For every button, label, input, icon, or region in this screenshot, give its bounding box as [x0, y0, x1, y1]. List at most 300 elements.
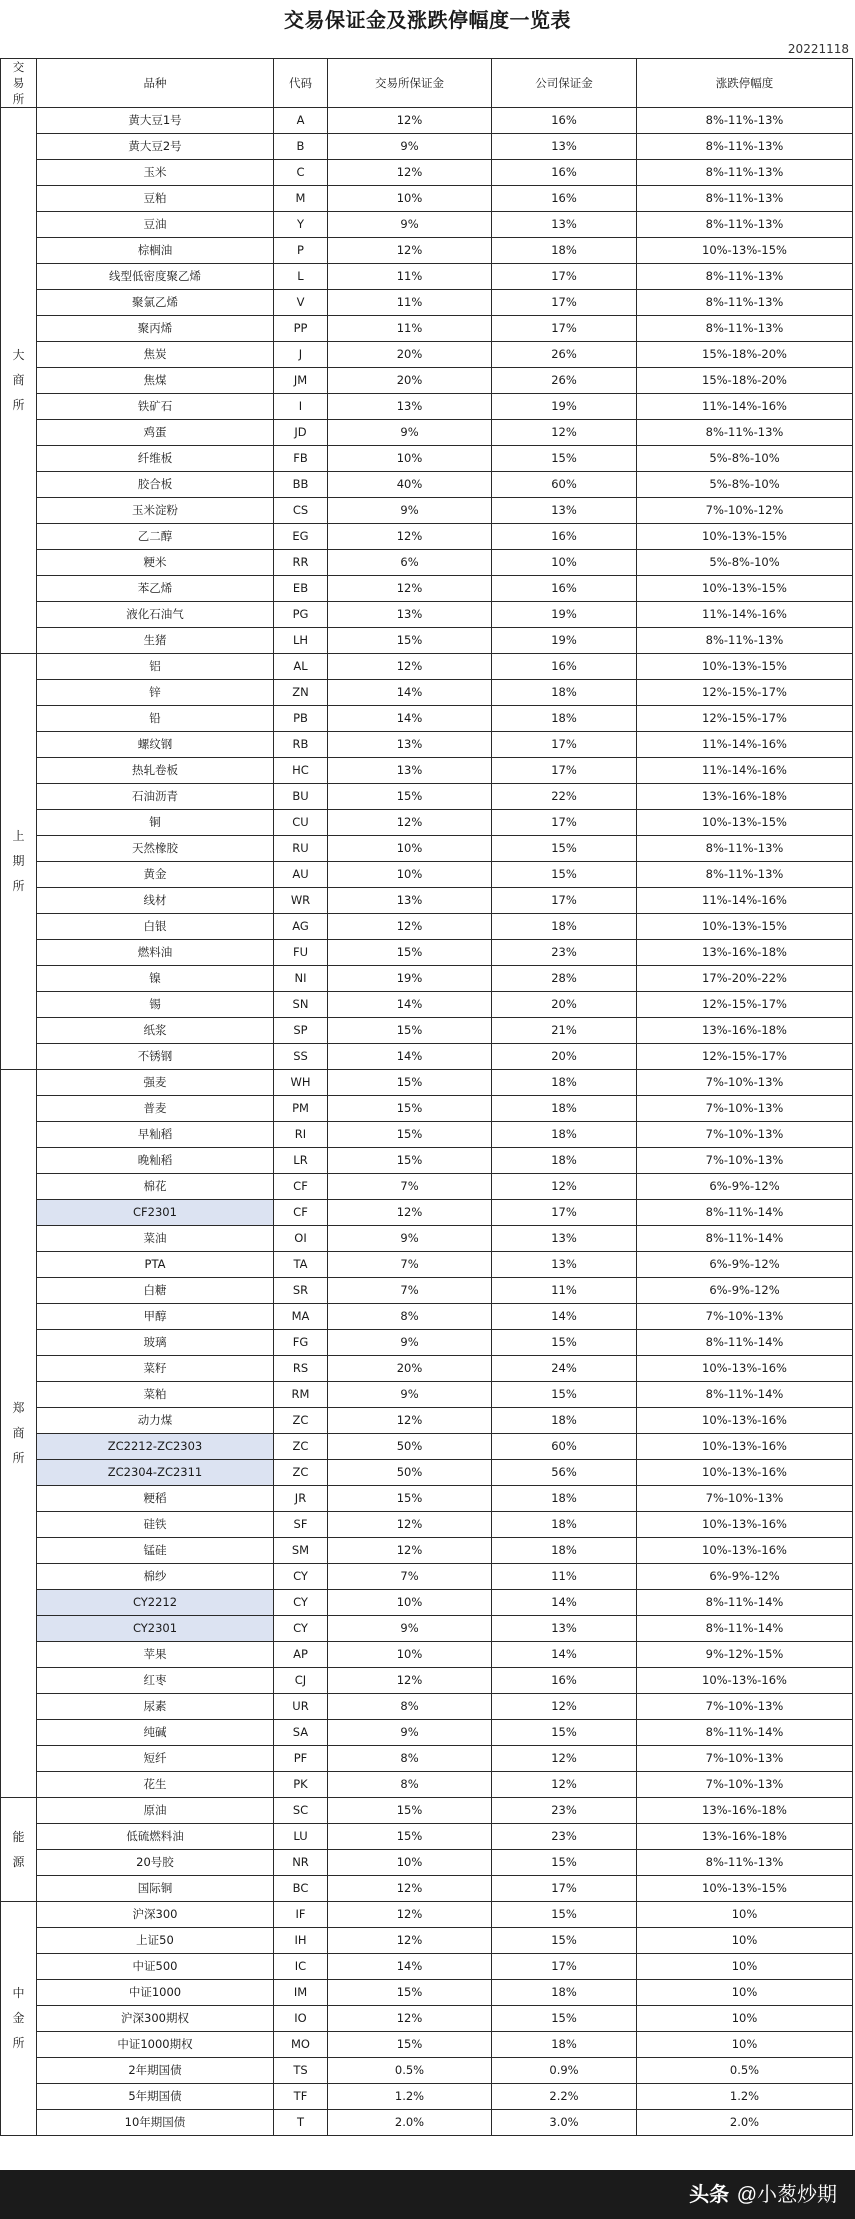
name-cell: ZC2304-ZC2311 — [37, 1460, 274, 1486]
name-cell: 黄金 — [37, 862, 274, 888]
exchange-margin-cell: 7% — [328, 1252, 492, 1278]
name-cell: 纤维板 — [37, 446, 274, 472]
code-cell: PP — [274, 316, 328, 342]
code-cell: IM — [274, 1980, 328, 2006]
code-cell: L — [274, 264, 328, 290]
code-cell: ZC — [274, 1460, 328, 1486]
name-cell: 上证50 — [37, 1928, 274, 1954]
name-cell: 铜 — [37, 810, 274, 836]
company-margin-cell: 18% — [492, 680, 637, 706]
limit-cell: 8%-11%-14% — [637, 1720, 853, 1746]
limit-cell: 7%-10%-13% — [637, 1746, 853, 1772]
code-cell: IF — [274, 1902, 328, 1928]
code-cell: SP — [274, 1018, 328, 1044]
table-row — [1, 1772, 853, 1798]
company-margin-cell: 18% — [492, 1486, 637, 1512]
limit-cell: 5%-8%-10% — [637, 550, 853, 576]
exchange-margin-cell: 8% — [328, 1772, 492, 1798]
exchange-margin-cell: 15% — [328, 940, 492, 966]
limit-cell: 8%-11%-14% — [637, 1200, 853, 1226]
company-margin-cell: 13% — [492, 1226, 637, 1252]
table-row — [1, 1460, 853, 1486]
company-margin-cell: 17% — [492, 1876, 637, 1902]
code-cell: SR — [274, 1278, 328, 1304]
company-margin-cell: 15% — [492, 1928, 637, 1954]
company-margin-cell: 13% — [492, 212, 637, 238]
exchange-margin-cell: 14% — [328, 680, 492, 706]
exchange-margin-cell: 12% — [328, 1928, 492, 1954]
company-margin-cell: 17% — [492, 316, 637, 342]
name-cell: 原油 — [37, 1798, 274, 1824]
limit-cell: 9%-12%-15% — [637, 1642, 853, 1668]
name-cell: 强麦 — [37, 1070, 274, 1096]
exchange-margin-cell: 2.0% — [328, 2110, 492, 2136]
table-row — [1, 1954, 853, 1980]
code-cell: AL — [274, 654, 328, 680]
table-row — [1, 290, 853, 316]
exchange-margin-cell: 10% — [328, 862, 492, 888]
exchange-margin-cell: 13% — [328, 888, 492, 914]
code-cell: CJ — [274, 1668, 328, 1694]
name-cell: 甲醇 — [37, 1304, 274, 1330]
name-cell: 聚丙烯 — [37, 316, 274, 342]
name-cell: 硅铁 — [37, 1512, 274, 1538]
name-cell: 螺纹钢 — [37, 732, 274, 758]
name-cell: 20号胶 — [37, 1850, 274, 1876]
table-row — [1, 1538, 853, 1564]
table-row — [1, 368, 853, 394]
exchange-margin-cell: 19% — [328, 966, 492, 992]
name-cell: 热轧卷板 — [37, 758, 274, 784]
company-margin-cell: 24% — [492, 1356, 637, 1382]
limit-cell: 7%-10%-13% — [637, 1694, 853, 1720]
code-cell: IC — [274, 1954, 328, 1980]
name-cell: 白银 — [37, 914, 274, 940]
company-margin-cell: 22% — [492, 784, 637, 810]
company-margin-cell: 18% — [492, 706, 637, 732]
table-row — [1, 1512, 853, 1538]
table-row — [1, 1928, 853, 1954]
table-row — [1, 394, 853, 420]
name-cell: 尿素 — [37, 1694, 274, 1720]
table-row — [1, 1850, 853, 1876]
limit-cell: 10% — [637, 1954, 853, 1980]
table-row — [1, 1902, 853, 1928]
exchange-margin-cell: 14% — [328, 1954, 492, 1980]
table-row — [1, 446, 853, 472]
limit-cell: 10%-13%-15% — [637, 524, 853, 550]
company-margin-cell: 16% — [492, 108, 637, 134]
company-margin-cell: 18% — [492, 1512, 637, 1538]
company-margin-cell: 18% — [492, 1980, 637, 2006]
code-cell: TF — [274, 2084, 328, 2110]
code-cell: PG — [274, 602, 328, 628]
company-margin-cell: 19% — [492, 628, 637, 654]
code-cell: AP — [274, 1642, 328, 1668]
limit-cell: 12%-15%-17% — [637, 706, 853, 732]
table-row — [1, 2032, 853, 2058]
table-row — [1, 108, 853, 134]
exchange-cell: 上期所 — [1, 654, 37, 1070]
name-cell: 苹果 — [37, 1642, 274, 1668]
code-cell: PB — [274, 706, 328, 732]
exchange-margin-cell: 40% — [328, 472, 492, 498]
name-cell: 玉米淀粉 — [37, 498, 274, 524]
limit-cell: 8%-11%-13% — [637, 316, 853, 342]
table-row — [1, 212, 853, 238]
name-cell: 菜油 — [37, 1226, 274, 1252]
exchange-margin-cell: 1.2% — [328, 2084, 492, 2110]
company-margin-cell: 15% — [492, 1850, 637, 1876]
exchange-margin-cell: 15% — [328, 1070, 492, 1096]
table-row — [1, 1070, 853, 1096]
limit-cell: 10% — [637, 1902, 853, 1928]
company-margin-cell: 10% — [492, 550, 637, 576]
table-row — [1, 784, 853, 810]
code-cell: PF — [274, 1746, 328, 1772]
limit-cell: 11%-14%-16% — [637, 602, 853, 628]
table-row — [1, 628, 853, 654]
limit-cell: 15%-18%-20% — [637, 342, 853, 368]
company-margin-cell: 18% — [492, 1070, 637, 1096]
exchange-margin-cell: 12% — [328, 1876, 492, 1902]
table-row — [1, 1330, 853, 1356]
company-margin-cell: 14% — [492, 1590, 637, 1616]
code-cell: PM — [274, 1096, 328, 1122]
table-row — [1, 498, 853, 524]
table-row — [1, 758, 853, 784]
header-limit: 涨跌停幅度 — [637, 59, 853, 108]
name-cell: 线材 — [37, 888, 274, 914]
table-row — [1, 1798, 853, 1824]
company-margin-cell: 11% — [492, 1278, 637, 1304]
exchange-cell: 中金所 — [1, 1902, 37, 2136]
table-row — [1, 992, 853, 1018]
table-row — [1, 160, 853, 186]
limit-cell: 10% — [637, 2006, 853, 2032]
exchange-cell: 能源 — [1, 1798, 37, 1902]
limit-cell: 6%-9%-12% — [637, 1564, 853, 1590]
company-margin-cell: 19% — [492, 602, 637, 628]
exchange-margin-cell: 15% — [328, 2032, 492, 2058]
watermark — [689, 2183, 837, 2207]
limit-cell: 13%-16%-18% — [637, 940, 853, 966]
table-header-row — [1, 59, 853, 108]
company-margin-cell: 16% — [492, 524, 637, 550]
code-cell: FU — [274, 940, 328, 966]
table-row — [1, 472, 853, 498]
company-margin-cell: 28% — [492, 966, 637, 992]
company-margin-cell: 17% — [492, 758, 637, 784]
code-cell: PK — [274, 1772, 328, 1798]
limit-cell: 10%-13%-15% — [637, 914, 853, 940]
limit-cell: 7%-10%-13% — [637, 1772, 853, 1798]
limit-cell: 12%-15%-17% — [637, 1044, 853, 1070]
exchange-margin-cell: 14% — [328, 706, 492, 732]
header-name: 品种 — [37, 59, 274, 108]
name-cell: 不锈钢 — [37, 1044, 274, 1070]
code-cell: CY — [274, 1616, 328, 1642]
name-cell: 国际铜 — [37, 1876, 274, 1902]
code-cell: LH — [274, 628, 328, 654]
table-row — [1, 2058, 853, 2084]
code-cell: SN — [274, 992, 328, 1018]
company-margin-cell: 21% — [492, 1018, 637, 1044]
company-margin-cell: 15% — [492, 836, 637, 862]
name-cell: 中证1000期权 — [37, 2032, 274, 2058]
exchange-margin-cell: 12% — [328, 914, 492, 940]
limit-cell: 10%-13%-16% — [637, 1460, 853, 1486]
company-margin-cell: 23% — [492, 940, 637, 966]
table-row — [1, 1720, 853, 1746]
table-row — [1, 1564, 853, 1590]
exchange-margin-cell: 12% — [328, 1512, 492, 1538]
name-cell: 红枣 — [37, 1668, 274, 1694]
company-margin-cell: 15% — [492, 1330, 637, 1356]
company-margin-cell: 15% — [492, 2006, 637, 2032]
code-cell: SC — [274, 1798, 328, 1824]
name-cell: 燃料油 — [37, 940, 274, 966]
limit-cell: 0.5% — [637, 2058, 853, 2084]
exchange-margin-cell: 0.5% — [328, 2058, 492, 2084]
company-margin-cell: 18% — [492, 1538, 637, 1564]
name-cell: 玻璃 — [37, 1330, 274, 1356]
table-row — [1, 966, 853, 992]
limit-cell: 6%-9%-12% — [637, 1278, 853, 1304]
company-margin-cell: 17% — [492, 1200, 637, 1226]
table-row — [1, 1148, 853, 1174]
name-cell: 线型低密度聚乙烯 — [37, 264, 274, 290]
limit-cell: 8%-11%-13% — [637, 628, 853, 654]
code-cell: SS — [274, 1044, 328, 1070]
limit-cell: 10%-13%-15% — [637, 238, 853, 264]
table-row — [1, 1278, 853, 1304]
company-margin-cell: 56% — [492, 1460, 637, 1486]
company-margin-cell: 17% — [492, 810, 637, 836]
company-margin-cell: 16% — [492, 160, 637, 186]
company-margin-cell: 14% — [492, 1642, 637, 1668]
code-cell: CY — [274, 1564, 328, 1590]
name-cell: 10年期国债 — [37, 2110, 274, 2136]
name-cell: 中证500 — [37, 1954, 274, 1980]
company-margin-cell: 18% — [492, 1096, 637, 1122]
limit-cell: 8%-11%-13% — [637, 290, 853, 316]
exchange-margin-cell: 50% — [328, 1460, 492, 1486]
exchange-margin-cell: 10% — [328, 186, 492, 212]
table-row — [1, 1824, 853, 1850]
table-row — [1, 2006, 853, 2032]
table-row — [1, 1486, 853, 1512]
limit-cell: 17%-20%-22% — [637, 966, 853, 992]
name-cell: 锌 — [37, 680, 274, 706]
exchange-margin-cell: 6% — [328, 550, 492, 576]
code-cell: RU — [274, 836, 328, 862]
code-cell: EG — [274, 524, 328, 550]
table-row — [1, 732, 853, 758]
name-cell: 菜粕 — [37, 1382, 274, 1408]
table-row — [1, 862, 853, 888]
exchange-margin-cell: 12% — [328, 1538, 492, 1564]
name-cell: 玉米 — [37, 160, 274, 186]
name-cell: 苯乙烯 — [37, 576, 274, 602]
limit-cell: 11%-14%-16% — [637, 394, 853, 420]
code-cell: TA — [274, 1252, 328, 1278]
limit-cell: 8%-11%-14% — [637, 1226, 853, 1252]
table-row — [1, 1044, 853, 1070]
exchange-margin-cell: 12% — [328, 160, 492, 186]
limit-cell: 8%-11%-14% — [637, 1590, 853, 1616]
name-cell: 纯碱 — [37, 1720, 274, 1746]
name-cell: 2年期国债 — [37, 2058, 274, 2084]
name-cell: ZC2212-ZC2303 — [37, 1434, 274, 1460]
code-cell: FG — [274, 1330, 328, 1356]
company-margin-cell: 15% — [492, 1382, 637, 1408]
table-row — [1, 654, 853, 680]
name-cell: 低硫燃料油 — [37, 1824, 274, 1850]
table-row — [1, 524, 853, 550]
name-cell: 铅 — [37, 706, 274, 732]
limit-cell: 8%-11%-14% — [637, 1382, 853, 1408]
account-name: @小葱炒期 — [736, 2184, 837, 2206]
exchange-margin-cell: 12% — [328, 2006, 492, 2032]
table-row — [1, 2110, 853, 2136]
name-cell: 石油沥青 — [37, 784, 274, 810]
exchange-margin-cell: 15% — [328, 1122, 492, 1148]
code-cell: SF — [274, 1512, 328, 1538]
header-exchange: 交易所 — [1, 59, 37, 108]
exchange-margin-cell: 10% — [328, 446, 492, 472]
company-margin-cell: 11% — [492, 1564, 637, 1590]
name-cell: 中证1000 — [37, 1980, 274, 2006]
company-margin-cell: 17% — [492, 264, 637, 290]
limit-cell: 13%-16%-18% — [637, 1018, 853, 1044]
company-margin-cell: 20% — [492, 992, 637, 1018]
name-cell: 粳米 — [37, 550, 274, 576]
table-row — [1, 238, 853, 264]
exchange-margin-cell: 14% — [328, 1044, 492, 1070]
code-cell: MO — [274, 2032, 328, 2058]
code-cell: MA — [274, 1304, 328, 1330]
code-cell: ZC — [274, 1434, 328, 1460]
exchange-margin-cell: 15% — [328, 628, 492, 654]
table-row — [1, 1382, 853, 1408]
company-margin-cell: 16% — [492, 576, 637, 602]
table-body — [1, 108, 853, 2136]
exchange-margin-cell: 12% — [328, 654, 492, 680]
name-cell: PTA — [37, 1252, 274, 1278]
exchange-margin-cell: 15% — [328, 1148, 492, 1174]
exchange-margin-cell: 12% — [328, 810, 492, 836]
table-row — [1, 420, 853, 446]
name-cell: 焦炭 — [37, 342, 274, 368]
code-cell: CF — [274, 1200, 328, 1226]
exchange-margin-cell: 7% — [328, 1278, 492, 1304]
company-margin-cell: 15% — [492, 446, 637, 472]
name-cell: 棉纱 — [37, 1564, 274, 1590]
exchange-margin-cell: 12% — [328, 238, 492, 264]
company-margin-cell: 18% — [492, 1408, 637, 1434]
code-cell: B — [274, 134, 328, 160]
name-cell: 棕榈油 — [37, 238, 274, 264]
code-cell: BB — [274, 472, 328, 498]
limit-cell: 7%-10%-13% — [637, 1122, 853, 1148]
limit-cell: 15%-18%-20% — [637, 368, 853, 394]
exchange-margin-cell: 10% — [328, 1642, 492, 1668]
name-cell: 镍 — [37, 966, 274, 992]
table-row — [1, 264, 853, 290]
code-cell: BC — [274, 1876, 328, 1902]
exchange-margin-cell: 10% — [328, 836, 492, 862]
table-row — [1, 1226, 853, 1252]
code-cell: Y — [274, 212, 328, 238]
limit-cell: 7%-10%-13% — [637, 1070, 853, 1096]
exchange-margin-cell: 12% — [328, 1408, 492, 1434]
exchange-margin-cell: 9% — [328, 1330, 492, 1356]
exchange-margin-cell: 15% — [328, 1980, 492, 2006]
limit-cell: 12%-15%-17% — [637, 992, 853, 1018]
company-margin-cell: 12% — [492, 1694, 637, 1720]
table-row — [1, 1642, 853, 1668]
name-cell: 生猪 — [37, 628, 274, 654]
company-margin-cell: 13% — [492, 1616, 637, 1642]
exchange-margin-cell: 12% — [328, 1902, 492, 1928]
limit-cell: 1.2% — [637, 2084, 853, 2110]
name-cell: 鸡蛋 — [37, 420, 274, 446]
table-row — [1, 810, 853, 836]
company-margin-cell: 15% — [492, 1720, 637, 1746]
code-cell: ZN — [274, 680, 328, 706]
name-cell: 黄大豆1号 — [37, 108, 274, 134]
header-code: 代码 — [274, 59, 328, 108]
exchange-margin-cell: 7% — [328, 1564, 492, 1590]
code-cell: SM — [274, 1538, 328, 1564]
code-cell: BU — [274, 784, 328, 810]
report-date: 20221118 — [787, 42, 849, 56]
table-row — [1, 134, 853, 160]
exchange-margin-cell: 13% — [328, 758, 492, 784]
code-cell: JR — [274, 1486, 328, 1512]
exchange-margin-cell: 20% — [328, 342, 492, 368]
company-margin-cell: 17% — [492, 732, 637, 758]
name-cell: 铝 — [37, 654, 274, 680]
table-row — [1, 1174, 853, 1200]
code-cell: CF — [274, 1174, 328, 1200]
code-cell: V — [274, 290, 328, 316]
code-cell: WR — [274, 888, 328, 914]
limit-cell: 8%-11%-13% — [637, 186, 853, 212]
limit-cell: 10% — [637, 1980, 853, 2006]
limit-cell: 10%-13%-16% — [637, 1512, 853, 1538]
company-margin-cell: 18% — [492, 238, 637, 264]
code-cell: RB — [274, 732, 328, 758]
company-margin-cell: 18% — [492, 1122, 637, 1148]
limit-cell: 8%-11%-13% — [637, 862, 853, 888]
name-cell: 早籼稻 — [37, 1122, 274, 1148]
exchange-margin-cell: 12% — [328, 1668, 492, 1694]
company-margin-cell: 19% — [492, 394, 637, 420]
limit-cell: 7%-10%-12% — [637, 498, 853, 524]
limit-cell: 10%-13%-16% — [637, 1434, 853, 1460]
exchange-margin-cell: 10% — [328, 1850, 492, 1876]
limit-cell: 7%-10%-13% — [637, 1096, 853, 1122]
table-row — [1, 706, 853, 732]
code-cell: CY — [274, 1590, 328, 1616]
exchange-margin-cell: 12% — [328, 108, 492, 134]
table-row — [1, 1200, 853, 1226]
exchange-margin-cell: 12% — [328, 524, 492, 550]
company-margin-cell: 23% — [492, 1798, 637, 1824]
company-margin-cell: 12% — [492, 1174, 637, 1200]
